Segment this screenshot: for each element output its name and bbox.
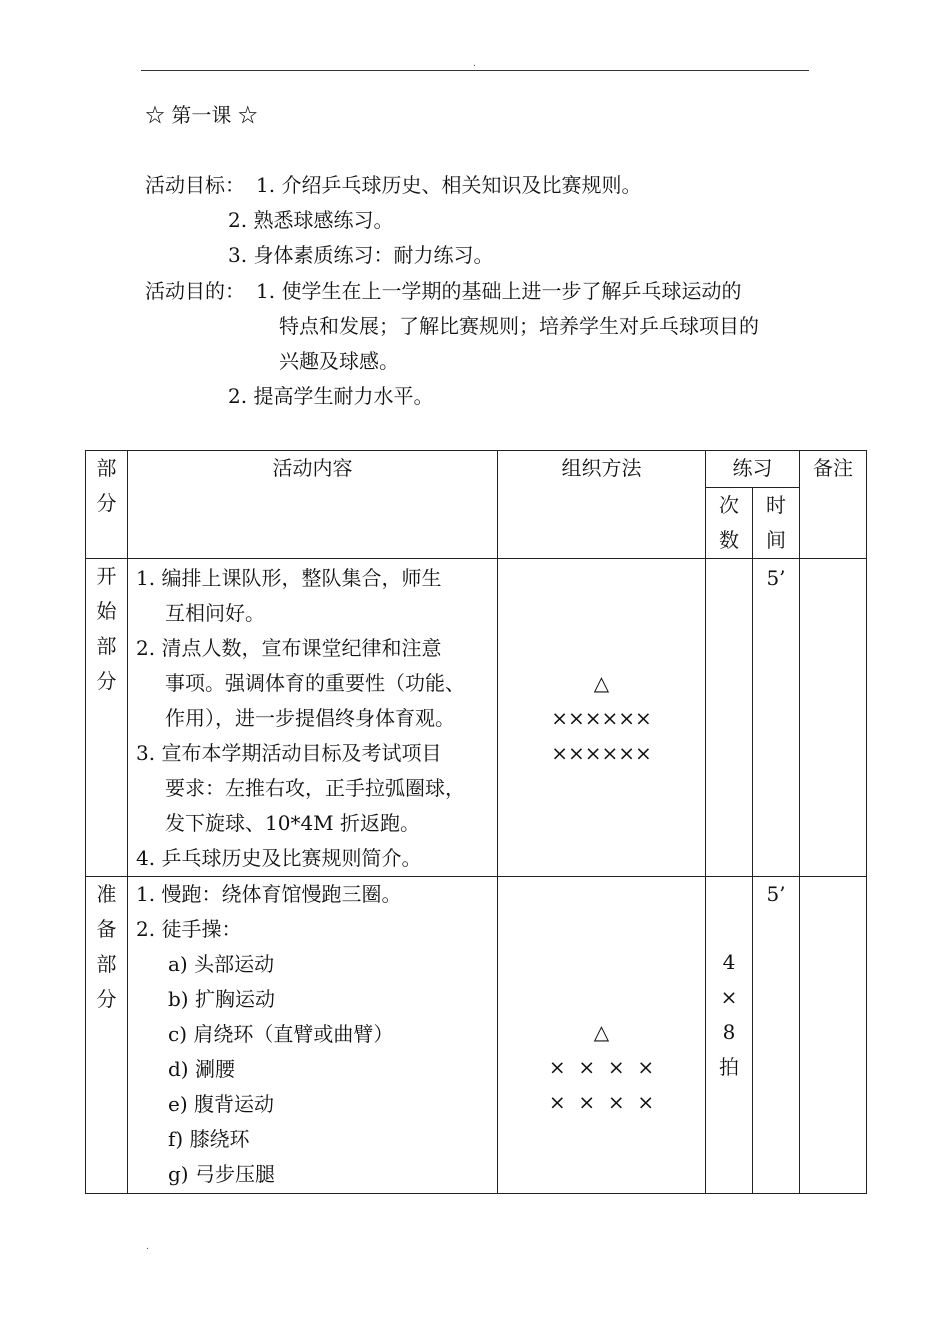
header-method-label: 组织方法 — [561, 456, 642, 480]
header-notes — [800, 451, 867, 559]
row-method-warmup — [498, 877, 706, 1194]
header-content — [128, 451, 498, 559]
content-line: f) 膝绕环 — [168, 1127, 250, 1151]
content-line: d) 涮腰 — [168, 1057, 235, 1081]
row-method-start — [498, 559, 706, 877]
row-content-warmup — [128, 877, 498, 1194]
footer-dot: . — [146, 1242, 149, 1252]
purpose-item-line: 1. 使学生在上一学期的基础上进一步了解乒乓球运动的 — [256, 279, 742, 303]
content-line: a) 头部运动 — [168, 952, 275, 976]
content-line: 作用），进一步提倡终身体育观。 — [165, 706, 455, 730]
duration-value: 5’ — [766, 566, 786, 590]
formation-row: ×××××× — [551, 706, 652, 730]
part-char: 始 — [96, 599, 117, 623]
goals-label: 活动目标： — [145, 173, 245, 197]
content-line: 2. 徒手操： — [136, 917, 242, 941]
content-line: g) 弓步压腿 — [168, 1162, 275, 1186]
goal-item: 2. 熟悉球感练习。 — [228, 208, 394, 232]
purpose-item-line: 兴趣及球感。 — [279, 349, 399, 373]
header-times — [706, 488, 753, 559]
part-char: 备 — [96, 917, 117, 941]
row-notes-start — [800, 559, 867, 877]
purposes-label: 活动目的： — [145, 279, 245, 303]
row-duration-start — [753, 559, 800, 877]
table-row — [86, 559, 867, 877]
content-line: 要求：左推右攻，正手拉弧圈球， — [165, 776, 465, 800]
header-duration-char: 间 — [766, 528, 786, 552]
content-line: 事项。强调体育的重要性（功能、 — [165, 671, 465, 695]
lesson-title: ☆ 第一课 ☆ — [145, 103, 258, 127]
lesson-plan-table — [85, 450, 867, 1194]
row-times-start — [706, 559, 753, 877]
goal-item: 1. 介绍乒乓球历史、相关知识及比赛规则。 — [256, 173, 642, 197]
content-line: e) 腹背运动 — [168, 1092, 274, 1116]
row-content-start — [128, 559, 498, 877]
formation-teacher: △ — [593, 1020, 610, 1044]
content-line: c) 肩绕环（直臂或曲臂） — [168, 1022, 394, 1046]
duration-value: 5’ — [766, 882, 786, 906]
header-method — [498, 451, 706, 559]
content-line: b) 扩胸运动 — [168, 987, 275, 1011]
purpose-item: 2. 提高学生耐力水平。 — [228, 384, 434, 408]
part-char: 部 — [96, 634, 117, 658]
formation-row: × × × × — [548, 1090, 655, 1114]
header-practice — [706, 451, 800, 488]
times-char: 8 — [722, 1020, 736, 1044]
header-practice-label: 练习 — [732, 456, 773, 480]
formation-teacher: △ — [593, 671, 610, 695]
header-duration — [753, 488, 800, 559]
content-line: 发下旋球、10*4M 折返跑。 — [165, 811, 421, 835]
content-line: 3. 宣布本学期活动目标及考试项目 — [136, 741, 442, 765]
content-line: 4. 乒乓球历史及比赛规则简介。 — [136, 846, 422, 870]
row-times-warmup — [706, 877, 753, 1194]
goal-item: 3. 身体素质练习：耐力练习。 — [228, 243, 494, 267]
part-char: 准 — [96, 882, 117, 906]
header-part — [86, 451, 128, 559]
times-char: × — [720, 985, 738, 1009]
part-char: 分 — [96, 669, 117, 693]
header-dot: . — [473, 59, 476, 69]
header-times-char: 数 — [719, 528, 739, 552]
row-part-start — [86, 559, 128, 877]
header-times-char: 次 — [719, 493, 739, 517]
content-line: 1. 慢跑：绕体育馆慢跑三圈。 — [136, 882, 402, 906]
row-part-warmup — [86, 877, 128, 1194]
table-row — [86, 877, 867, 1194]
formation-row: ×××××× — [551, 741, 652, 765]
header-duration-char: 时 — [766, 493, 786, 517]
content-line: 互相问好。 — [165, 601, 265, 625]
row-duration-warmup — [753, 877, 800, 1194]
part-char: 分 — [96, 987, 117, 1011]
times-char: 4 — [722, 950, 736, 974]
content-line: 2. 清点人数，宣布课堂纪律和注意 — [136, 636, 442, 660]
part-char: 部 — [96, 952, 117, 976]
header-part-char: 部 — [96, 456, 117, 480]
content-line: 1. 编排上课队形，整队集合，师生 — [136, 566, 442, 590]
header-notes-label: 备注 — [813, 456, 853, 480]
part-char: 开 — [96, 564, 117, 588]
header-part-char: 分 — [96, 491, 117, 515]
times-char: 拍 — [719, 1055, 739, 1079]
row-notes-warmup — [800, 877, 867, 1194]
header-rule — [141, 70, 809, 71]
header-content-label: 活动内容 — [272, 456, 353, 480]
purpose-item-line: 特点和发展；了解比赛规则；培养学生对乒乓球项目的 — [279, 314, 759, 338]
formation-row: × × × × — [548, 1055, 655, 1079]
